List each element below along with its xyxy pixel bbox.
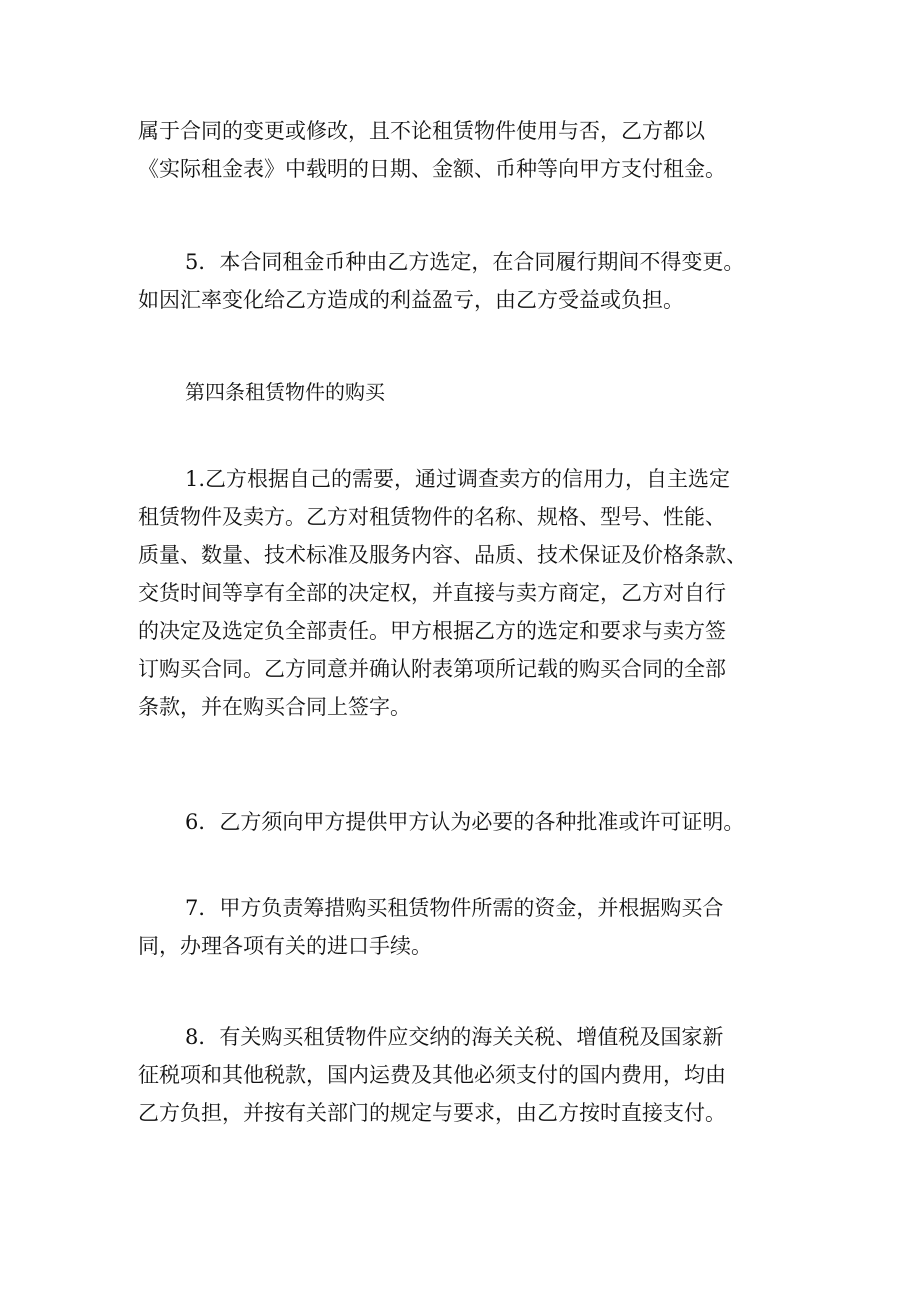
text-line: 1.乙方根据自己的需要，通过调查卖方的信用力，自主选定 [185,467,731,491]
text-line: 征税项和其他税款，国内运费及其他必须支付的国内费用，均由 [138,1063,726,1087]
text-line: 8．有关购买租赁物件应交纳的海关关税、增值税及国家新 [185,1025,724,1049]
text-line: 6．乙方须向甲方提供甲方认为必要的各种批准或许可证明。 [185,810,745,834]
text-line: 租赁物件及卖方。乙方对租赁物件的名称、规格、型号、性能、 [138,505,726,529]
text-line: 7．甲方负责筹措购买租赁物件所需的资金，并根据购买合 [185,896,724,920]
paragraph-continuation [138,112,798,188]
paragraph-item-6 [138,803,798,841]
paragraph-item-8 [138,1018,798,1132]
paragraph-item-5 [138,243,798,319]
text-line: 条款，并在购买合同上签字。 [138,695,411,719]
text-line: 属于合同的变更或修改，且不论租赁物件使用与否，乙方都以 [138,119,705,143]
text-line: 交货时间等享有全部的决定权，并直接与卖方商定，乙方对自行 [138,581,726,605]
text-line: 的决定及选定负全部责任。甲方根据乙方的选定和要求与卖方签 [138,619,726,643]
text-line: 质量、数量、技术标准及服务内容、品质、技术保证及价格条款、 [138,543,747,567]
paragraph-item-7 [138,889,798,965]
text-line: 乙方负担，并按有关部门的规定与要求，由乙方按时直接支付。 [138,1101,726,1125]
text-line: 5．本合同租金币种由乙方选定，在合同履行期间不得变更。 [185,250,745,274]
text-line: 同，办理各项有关的进口手续。 [138,934,432,958]
section-heading-text: 第四条租赁物件的购买 [185,380,385,404]
text-line: 订购买合同。乙方同意并确认附表第项所记载的购买合同的全部 [138,657,726,681]
paragraph-item-1 [138,460,798,726]
text-line: 《实际租金表》中载明的日期、金额、币种等向甲方支付租金。 [138,157,726,181]
text-line: 如因汇率变化给乙方造成的利益盈亏，由乙方受益或负担。 [138,288,684,312]
section-heading [185,373,385,411]
